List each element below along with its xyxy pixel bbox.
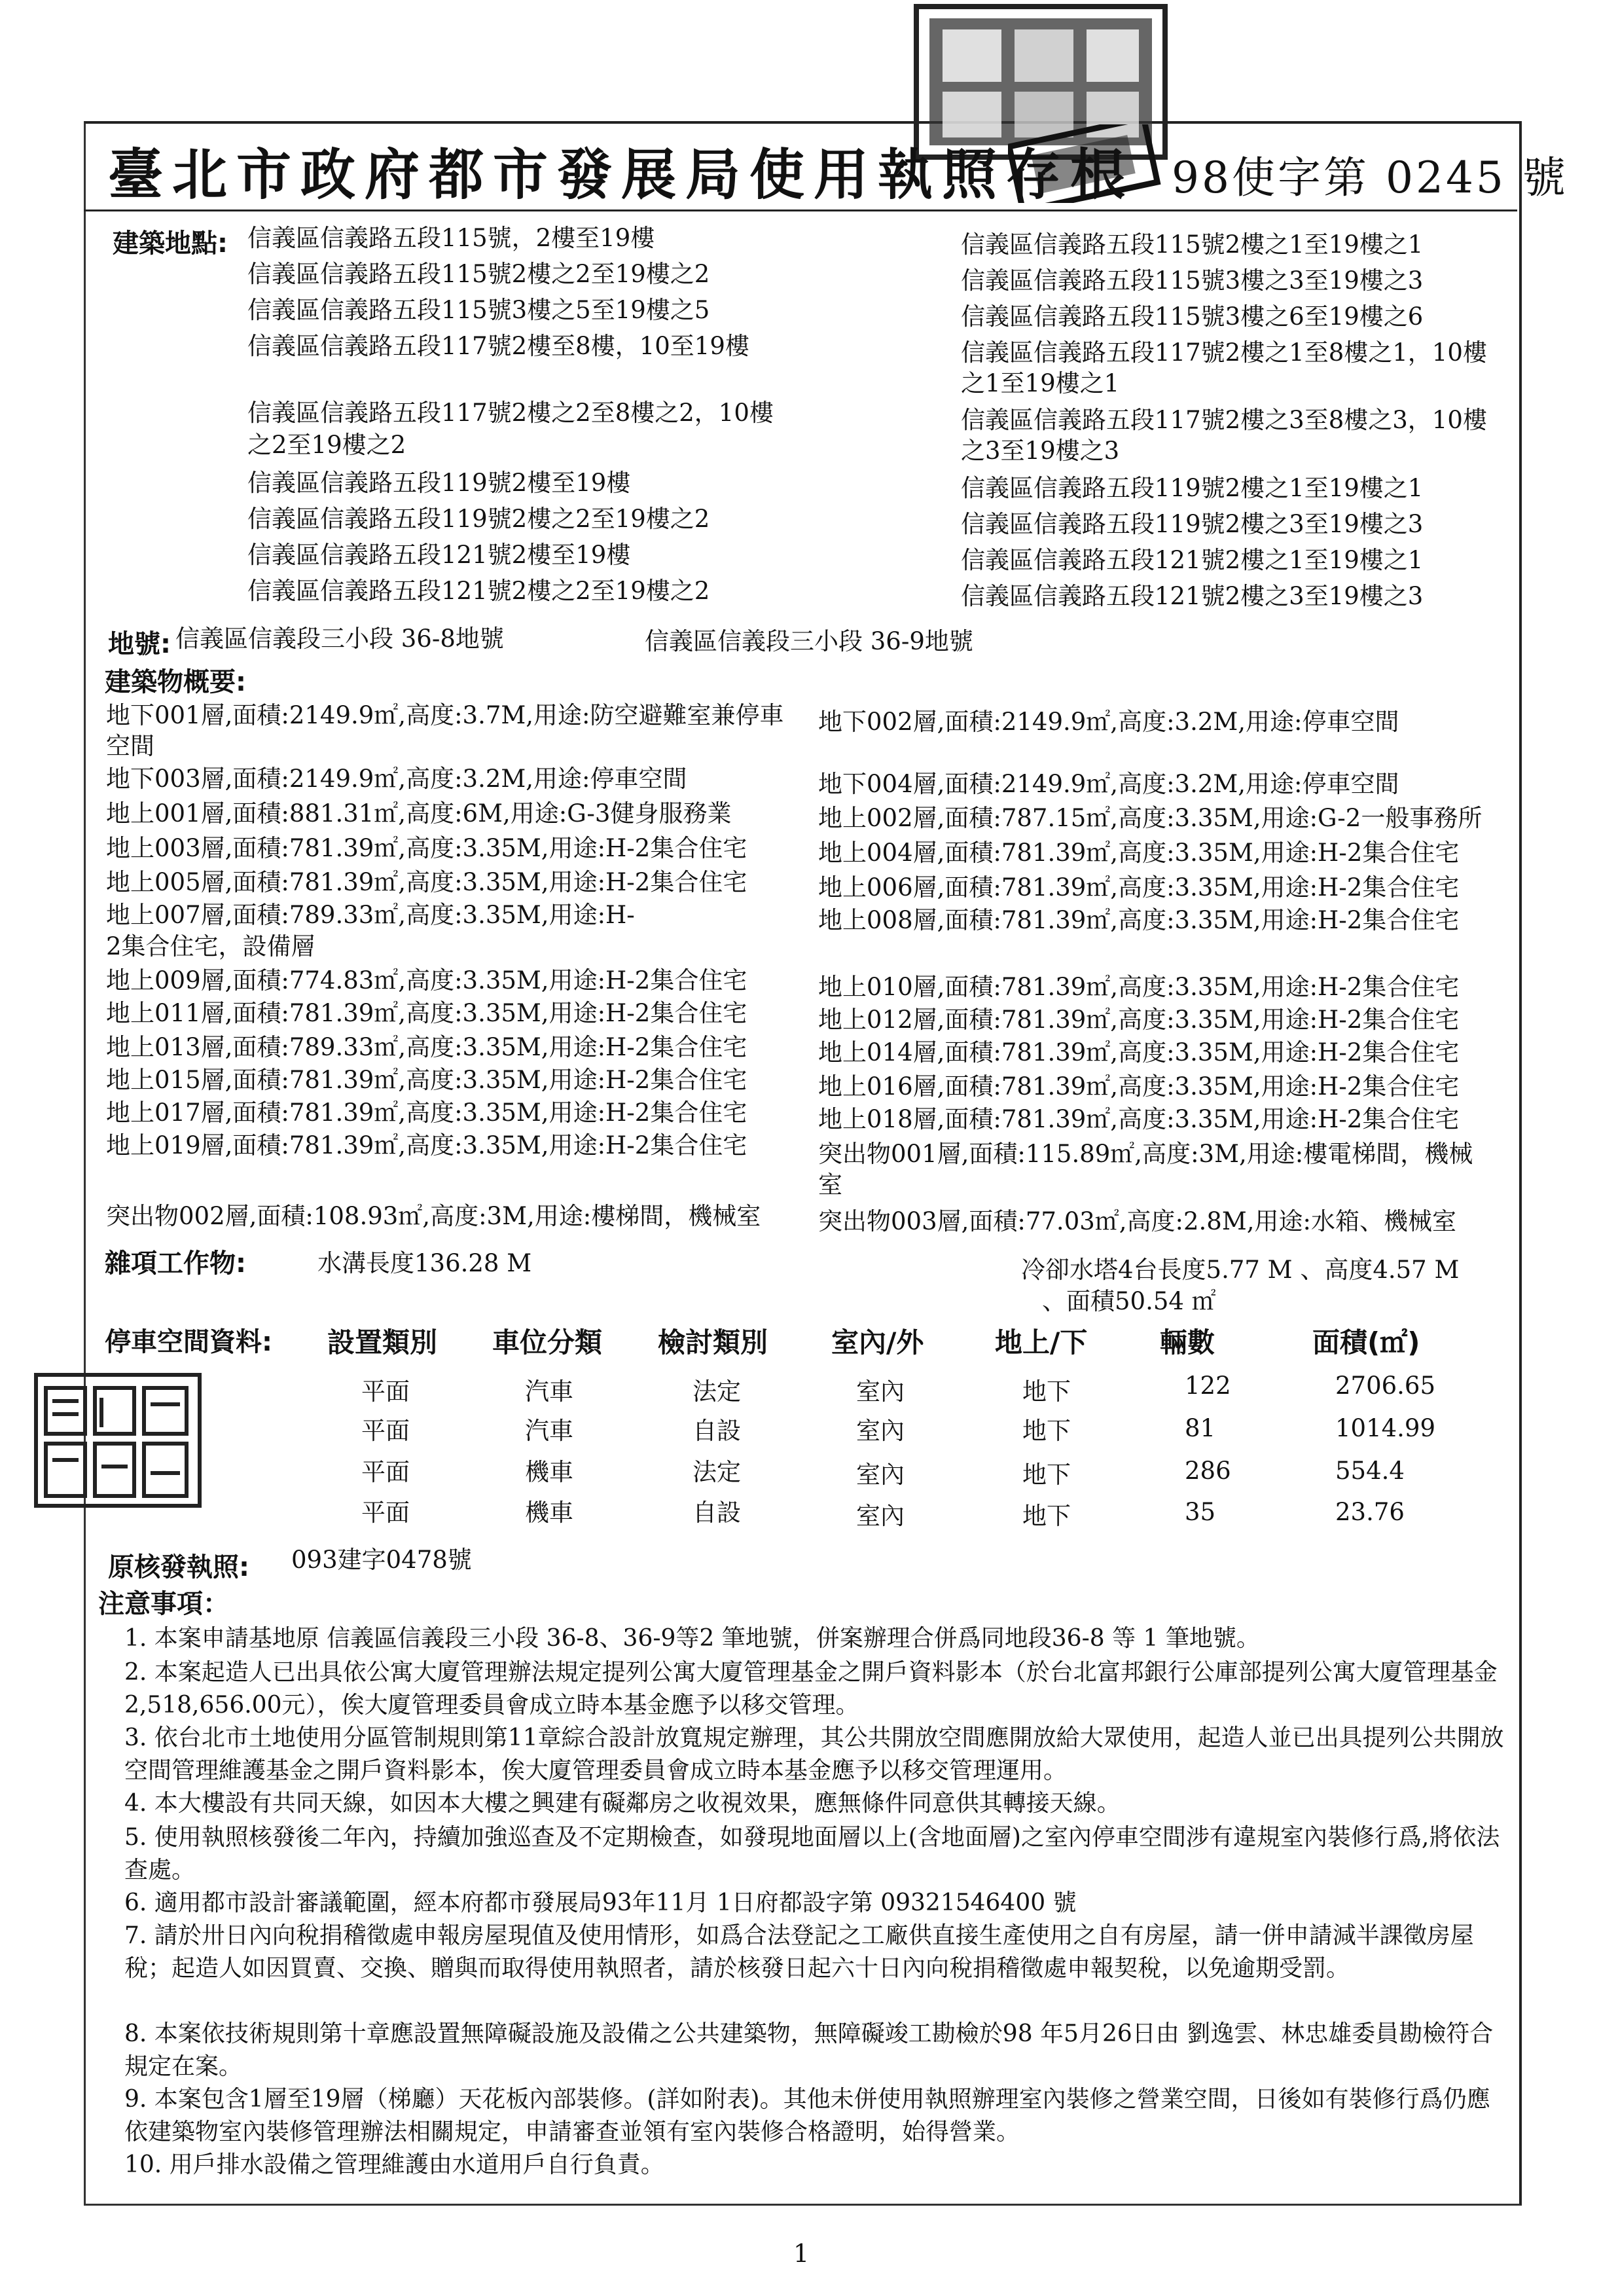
floor-entry: 地上019層,面積:781.39㎡,高度:3.35M,用途:H-2集合住宅: [106, 1131, 747, 1159]
floor-entry: 地上008層,面積:781.39㎡,高度:3.35M,用途:H-2集合住宅: [818, 906, 1460, 934]
notes-label: 注意事項：: [98, 1589, 229, 1619]
address-line: 信義區信義路五段115號3樓之5至19樓之5: [247, 296, 710, 324]
floor-entry: 地上011層,面積:781.39㎡,高度:3.35M,用途:H-2集合住宅: [106, 999, 747, 1027]
address-line: 信義區信義路五段117號2樓至8樓，10至19樓: [247, 332, 749, 360]
parking-cell: 平面: [361, 1377, 410, 1406]
floor-entry: 地上003層,面積:781.39㎡,高度:3.35M,用途:H-2集合住宅: [106, 834, 747, 862]
note-item: 2. 本案起造人已出具依公寓大廈管理辦法規定提列公寓大廈管理基金之開戶資料影本（於台北富邦銀行公庫部提列公寓大廈管理基金2,518,656.00元），俟大廈管理委員會成立時本基金應予以移交管理。: [124, 1659, 1498, 1719]
floor-entry: 地上001層,面積:881.31㎡,高度:6M,用途:G-3健身服務業: [106, 799, 732, 828]
lot-label: 地號:: [108, 629, 171, 659]
parking-cell: 汽車: [525, 1377, 573, 1406]
parking-cell: 室內: [856, 1377, 905, 1406]
floor-entry: 地上013層,面積:789.33㎡,高度:3.35M,用途:H-2集合住宅: [106, 1033, 747, 1061]
floor-entry: 地下002層,面積:2149.9㎡,高度:3.2M,用途:停車空間: [818, 708, 1399, 736]
misc-works-item: 、面積50.54 ㎡: [1042, 1287, 1216, 1315]
parking-cell: 2706.65: [1335, 1372, 1436, 1400]
note-item: 3. 依台北市土地使用分區管制規則第11章綜合設計放寬規定辦理，其公共開放空間應開放給大眾使用，起造人並已出具提列公共開放空間管理維護基金之開戶資料影本，俟大廈管理委員會成立時本基金應予以移交管理運用。: [124, 1724, 1504, 1784]
address-line: 信義區信義路五段115號2樓之1至19樓之1: [961, 230, 1424, 259]
parking-header: 室內/外: [831, 1326, 924, 1358]
page-number: 1: [793, 2239, 810, 2268]
parking-cell: 地下: [1022, 1502, 1071, 1530]
note-item: 5. 使用執照核發後二年內，持續加強巡查及不定期檢查，如發現地面層以上(含地面層)之室內停車空間涉有違規室內裝修行爲,將依法查處。: [124, 1824, 1500, 1884]
official-seal-stamp-left: [29, 1368, 206, 1512]
original-license-label: 原核發執照:: [108, 1552, 249, 1582]
document-title: 臺北市政府都市發展局使用執照存根: [108, 143, 1135, 207]
parking-cell: 1014.99: [1335, 1414, 1436, 1442]
misc-works-item: 冷卻水塔4台長度5.77 M 、高度4.57 M: [1021, 1256, 1460, 1284]
floor-entry: 地下004層,面積:2149.9㎡,高度:3.2M,用途:停車空間: [818, 770, 1399, 798]
parking-cell: 地下: [1022, 1377, 1071, 1406]
note-item: 6. 適用都市設計審議範圍，經本府都市發展局93年11月 1日府都設字第 09321546400 號: [124, 1889, 1077, 1916]
floor-entry: 地上010層,面積:781.39㎡,高度:3.35M,用途:H-2集合住宅: [818, 973, 1460, 1001]
floor-entry: 地下001層,面積:2149.9㎡,高度:3.7M,用途:防空避難室兼停車: [106, 701, 784, 729]
address-line: 信義區信義路五段115號3樓之6至19樓之6: [961, 302, 1424, 331]
address-line: 信義區信義路五段117號2樓之3至8樓之3，10樓: [961, 406, 1487, 434]
address-line: 之1至19樓之1: [961, 369, 1120, 397]
parking-cell: 122: [1185, 1372, 1231, 1400]
floor-entry: 地下003層,面積:2149.9㎡,高度:3.2M,用途:停車空間: [106, 765, 687, 793]
parking-cell: 平面: [361, 1458, 410, 1486]
address-line: 信義區信義路五段119號2樓之3至19樓之3: [961, 510, 1424, 538]
parking-cell: 機車: [525, 1458, 573, 1486]
building-summary-label: 建築物概要:: [105, 667, 246, 697]
parking-cell: 地下: [1022, 1461, 1071, 1489]
parking-cell: 機車: [525, 1499, 573, 1527]
address-line: 之2至19樓之2: [247, 431, 406, 459]
address-line: 信義區信義路五段121號2樓之2至19樓之2: [247, 577, 710, 605]
address-line: 信義區信義路五段119號2樓之2至19樓之2: [247, 505, 710, 533]
lot-number: 信義區信義段三小段 36-9地號: [645, 627, 973, 655]
parking-cell: 81: [1185, 1414, 1216, 1442]
parking-label: 停車空間資料:: [105, 1327, 272, 1357]
parking-header: 設置類別: [327, 1326, 438, 1358]
floor-entry: 突出物002層,面積:108.93㎡,高度:3M,用途:樓梯間，機械室: [106, 1202, 761, 1230]
parking-cell: 室內: [856, 1417, 905, 1445]
parking-cell: 286: [1185, 1457, 1231, 1485]
parking-cell: 室內: [856, 1502, 905, 1530]
address-line: 信義區信義路五段115號，2樓至19樓: [247, 224, 655, 252]
floor-entry: 地上009層,面積:774.83㎡,高度:3.35M,用途:H-2集合住宅: [106, 966, 747, 994]
floor-entry: 突出物001層,面積:115.89㎡,高度:3M,用途:樓電梯間，機械: [818, 1140, 1473, 1168]
note-item: 8. 本案依技術規則第十章應設置無障礙設施及設備之公共建築物，無障礙竣工勘檢於98 年5月26日由 劉逸雲、林忠雄委員勘檢符合規定在案。: [124, 2020, 1494, 2080]
parking-cell: 平面: [361, 1417, 410, 1445]
floor-entry: 地上018層,面積:781.39㎡,高度:3.35M,用途:H-2集合住宅: [818, 1105, 1460, 1133]
floor-entry: 地上015層,面積:781.39㎡,高度:3.35M,用途:H-2集合住宅: [106, 1066, 747, 1094]
floor-entry: 地上017層,面積:781.39㎡,高度:3.35M,用途:H-2集合住宅: [106, 1099, 747, 1127]
address-line: 信義區信義路五段115號3樓之3至19樓之3: [961, 266, 1424, 295]
parking-cell: 地下: [1022, 1417, 1071, 1445]
address-line: 之3至19樓之3: [961, 437, 1120, 465]
address-line: 信義區信義路五段121號2樓之3至19樓之3: [961, 582, 1424, 610]
floor-entry: 2集合住宅，設備層: [106, 932, 315, 960]
address-line: 信義區信義路五段121號2樓之1至19樓之1: [961, 546, 1424, 574]
parking-cell: 汽車: [525, 1417, 573, 1445]
parking-cell: 法定: [692, 1458, 741, 1486]
parking-header: 車位分類: [492, 1326, 603, 1358]
note-item: 1. 本案申請基地原 信義區信義段三小段 36-8、36-9等2 筆地號，併案辦理合併爲同地段36-8 等 1 筆地號。: [124, 1625, 1260, 1652]
parking-cell: 自設: [692, 1499, 741, 1527]
parking-header: 檢討類別: [658, 1326, 768, 1358]
floor-entry: 地上002層,面積:787.15㎡,高度:3.35M,用途:G-2一般事務所: [818, 804, 1483, 832]
address-label: 建築地點:: [113, 228, 228, 259]
parking-cell: 自設: [692, 1417, 741, 1445]
floor-entry: 地上007層,面積:789.33㎡,高度:3.35M,用途:H-: [106, 901, 635, 929]
parking-header: 輛數: [1160, 1326, 1215, 1358]
floor-entry: 地上005層,面積:781.39㎡,高度:3.35M,用途:H-2集合住宅: [106, 868, 747, 896]
address-line: 信義區信義路五段117號2樓之2至8樓之2，10樓: [247, 399, 774, 427]
parking-header: 地上/下: [995, 1326, 1088, 1358]
parking-cell: 23.76: [1335, 1498, 1405, 1526]
permit-number: 98使字第 0245 號: [1172, 153, 1568, 203]
floor-entry: 地上014層,面積:781.39㎡,高度:3.35M,用途:H-2集合住宅: [818, 1038, 1460, 1066]
note-item: 7. 請於卅日內向稅捐稽徵處申報房屋現值及使用情形，如爲合法登記之工廠供直接生產使用之自有房屋，請一併申請減半課徵房屋稅；起造人如因買賣、交換、贈與而取得使用執照者，請於核發日起六十日內向稅捐稽徵處申報契稅，以免逾期受罰。: [124, 1922, 1474, 1982]
lot-number: 信義區信義段三小段 36-8地號: [175, 625, 504, 653]
note-item: 9. 本案包含1層至19層（梯廳）天花板內部裝修。(詳如附表)。其他未併使用執照辦理室內裝修之營業空間，日後如有裝修行爲仍應依建築物室內裝修管理辦法相關規定，申請審查並領有室內裝修合格證明，始得營業。: [124, 2086, 1490, 2145]
address-line: 信義區信義路五段119號2樓之1至19樓之1: [961, 474, 1424, 502]
address-line: 信義區信義路五段119號2樓至19樓: [247, 469, 631, 497]
parking-cell: 35: [1185, 1498, 1216, 1526]
address-line: 信義區信義路五段117號2樓之1至8樓之1，10樓: [961, 338, 1487, 367]
misc-works-item: 水溝長度136.28 M: [317, 1249, 532, 1277]
floor-entry: 地上016層,面積:781.39㎡,高度:3.35M,用途:H-2集合住宅: [818, 1072, 1460, 1101]
floor-entry: 室: [818, 1171, 842, 1199]
note-item: 10. 用戶排水設備之管理維護由水道用戶自行負責。: [124, 2151, 664, 2178]
parking-cell: 法定: [692, 1377, 741, 1406]
floor-entry: 地上012層,面積:781.39㎡,高度:3.35M,用途:H-2集合住宅: [818, 1006, 1460, 1034]
floor-entry: 地上006層,面積:781.39㎡,高度:3.35M,用途:H-2集合住宅: [818, 873, 1460, 902]
parking-cell: 室內: [856, 1461, 905, 1489]
floor-entry: 空間: [106, 732, 154, 760]
parking-cell: 平面: [361, 1499, 410, 1527]
floor-entry: 地上004層,面積:781.39㎡,高度:3.35M,用途:H-2集合住宅: [818, 839, 1460, 867]
floor-entry: 突出物003層,面積:77.03㎡,高度:2.8M,用途:水箱、機械室: [818, 1207, 1456, 1235]
address-line: 信義區信義路五段115號2樓之2至19樓之2: [247, 260, 710, 288]
parking-header: 面積(㎡): [1312, 1326, 1420, 1358]
original-license-number: 093建字0478號: [291, 1546, 472, 1574]
address-line: 信義區信義路五段121號2樓至19樓: [247, 541, 631, 569]
parking-cell: 554.4: [1335, 1457, 1405, 1485]
misc-works-label: 雜項工作物:: [105, 1248, 246, 1279]
note-item: 4. 本大樓設有共同天線，如因本大樓之興建有礙鄰房之收視效果，應無條件同意供其轉接天線。: [124, 1790, 1121, 1817]
